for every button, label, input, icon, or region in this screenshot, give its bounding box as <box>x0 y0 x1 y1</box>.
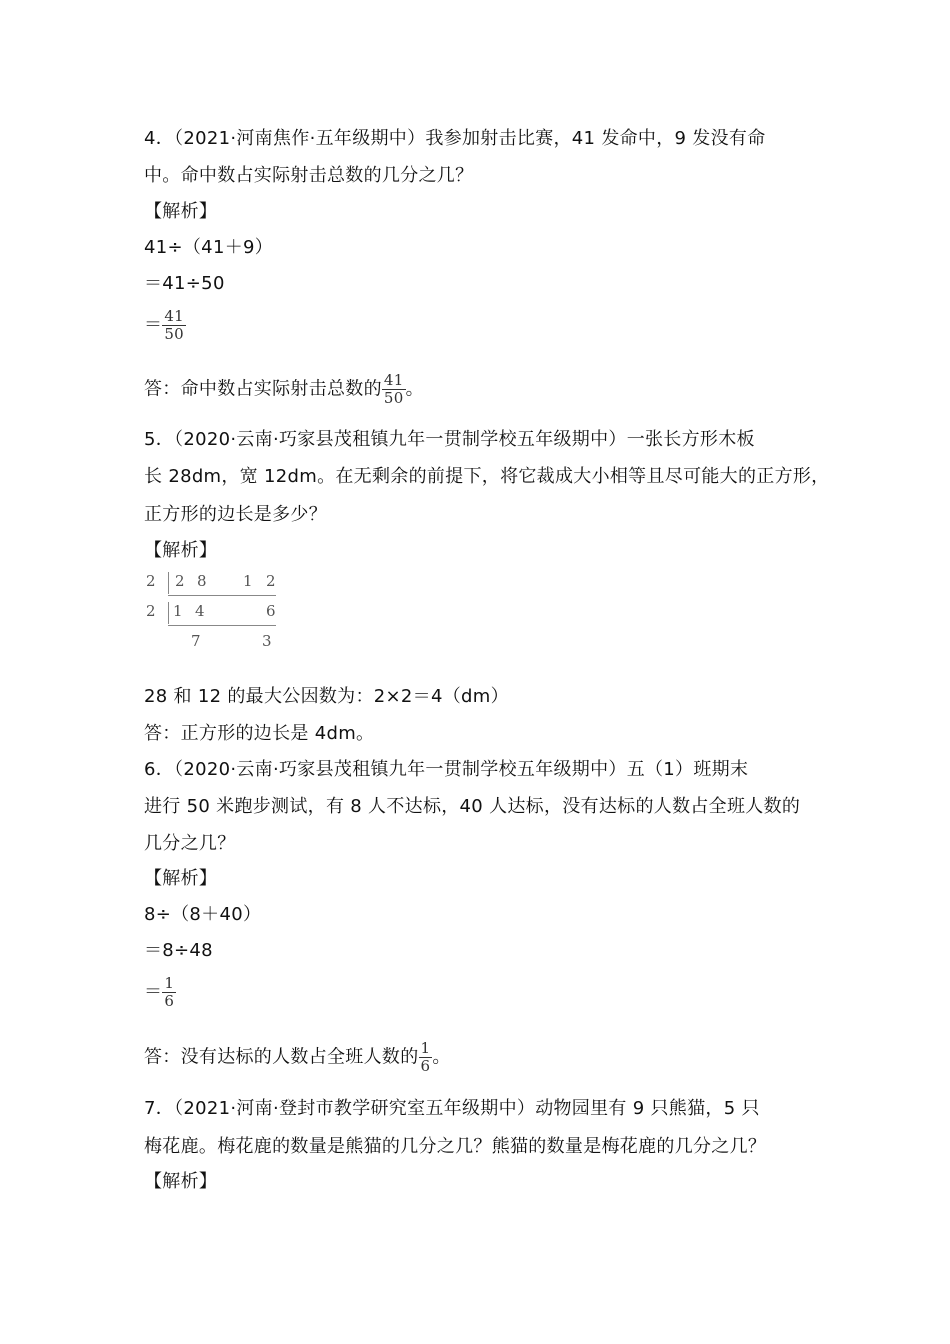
fraction-numerator: 1 <box>164 974 175 992</box>
q4-answer <box>144 372 424 407</box>
q4-analysis-heading: 【解析】 <box>144 201 218 222</box>
division-digit: 8 <box>197 572 207 590</box>
q6-answer-text: 答：没有达标的人数占全班人数的 <box>144 1046 419 1068</box>
q7-question-line-1: 7．（2021·河南·登封市教学研究室五年级期中）动物园里有 9 只熊猫，5 只 <box>144 1098 760 1119</box>
division-digit: 4 <box>195 602 205 620</box>
division-rule <box>168 625 276 626</box>
q4-answer-end: 。 <box>405 378 424 400</box>
q6-analysis-heading: 【解析】 <box>144 868 218 889</box>
fraction-denominator: 6 <box>164 992 175 1010</box>
q6-answer <box>144 1040 451 1075</box>
q5-gcd-line: 28 和 12 的最大公因数为：2×2＝4（dm） <box>144 686 509 707</box>
equals-sign: ＝ <box>144 981 163 1003</box>
division-digit: 6 <box>266 602 276 620</box>
fraction-numerator: 41 <box>383 371 404 389</box>
division-rule <box>168 595 276 596</box>
q6-answer-fraction <box>419 1040 433 1075</box>
q4-step-1: 41÷（41＋9） <box>144 237 274 258</box>
fraction-denominator: 6 <box>420 1057 431 1075</box>
q4-step-2: ＝41÷50 <box>144 273 225 294</box>
q7-analysis-heading: 【解析】 <box>144 1171 218 1192</box>
q4-result-fraction <box>162 308 186 343</box>
q5-question-line-1: 5．（2020·云南·巧家县茂租镇九年一贯制学校五年级期中）一张长方形木板 <box>144 429 755 450</box>
q6-question-line-3: 几分之几？ <box>144 833 236 854</box>
division-digit: 1 <box>173 602 183 620</box>
q4-step-3 <box>144 308 186 343</box>
q4-question-line-1: 4．（2021·河南焦作·五年级期中）我参加射击比赛，41 发命中，9 发没有命 <box>144 128 766 149</box>
q6-step-2: ＝8÷48 <box>144 940 213 961</box>
division-bracket <box>168 572 169 594</box>
fraction-denominator: 50 <box>164 325 184 343</box>
division-divisor: 2 <box>146 572 156 590</box>
division-digit: 2 <box>266 572 276 590</box>
fraction-numerator: 1 <box>420 1039 431 1057</box>
division-digit: 2 <box>175 572 185 590</box>
q5-question-line-3: 正方形的边长是多少？ <box>144 504 327 525</box>
q4-answer-fraction <box>382 372 406 407</box>
fraction-numerator: 41 <box>164 307 184 325</box>
division-bracket <box>168 602 169 624</box>
division-digit: 1 <box>243 572 253 590</box>
q6-result-fraction <box>162 975 176 1010</box>
division-quotient: 7 <box>191 632 201 650</box>
q4-question-line-2: 中。命中数占实际射击总数的几分之几？ <box>144 165 474 186</box>
q6-answer-end: 。 <box>432 1046 451 1068</box>
q7-question-line-2: 梅花鹿。梅花鹿的数量是熊猫的几分之几？熊猫的数量是梅花鹿的几分之几？ <box>144 1136 767 1157</box>
division-divisor: 2 <box>146 602 156 620</box>
q6-step-3 <box>144 975 176 1010</box>
q6-question-line-1: 6．（2020·云南·巧家县茂租镇九年一贯制学校五年级期中）五（1）班期末 <box>144 759 749 780</box>
q6-question-line-2: 进行 50 米跑步测试，有 8 人不达标，40 人达标，没有达标的人数占全班人数的 <box>144 796 801 817</box>
q6-step-1: 8÷（8＋40） <box>144 904 262 925</box>
q5-analysis-heading: 【解析】 <box>144 540 218 561</box>
fraction-denominator: 50 <box>383 389 404 407</box>
q4-answer-text: 答：命中数占实际射击总数的 <box>144 378 382 400</box>
equals-sign: ＝ <box>144 314 163 336</box>
division-quotient: 3 <box>262 632 272 650</box>
q5-answer: 答：正方形的边长是 4dm。 <box>144 723 375 744</box>
q5-question-line-2: 长 28dm，宽 12dm。在无剩余的前提下，将它裁成大小相等且尽可能大的正方形， <box>144 466 830 487</box>
q5-short-division <box>140 568 290 658</box>
